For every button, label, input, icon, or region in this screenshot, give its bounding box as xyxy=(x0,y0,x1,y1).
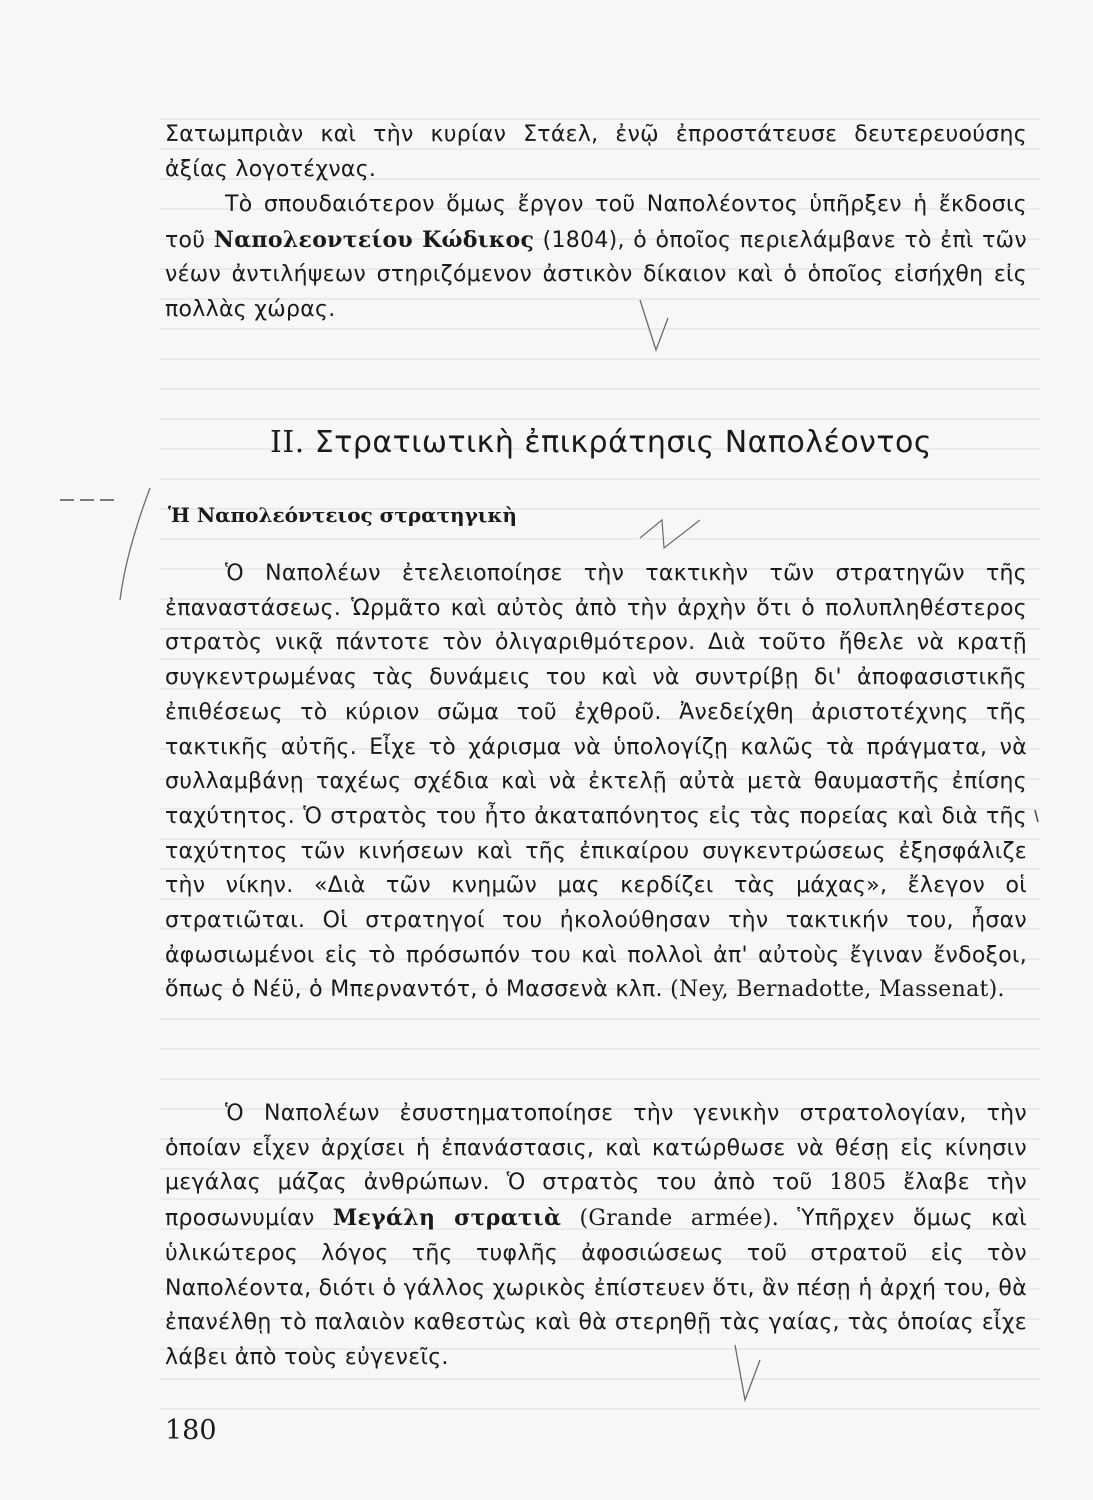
chapter-title: Στρατιωτικὴ ἐπικράτησις Ναπολέοντος xyxy=(314,425,932,460)
paragraph-tactics-text xyxy=(165,557,1027,1008)
code-text-end: (1804), ὁ ὁποῖος περιελάμβανε τὸ ἐπὶ τῶν νέων ἀντιλήψεων στηριζόμενον ἀστικὸν δίκαιον καὶ ὁ ὁποῖος εἰσήχθη εἰς πολλὰς χώρας. xyxy=(165,227,1027,323)
paragraph-intro xyxy=(165,118,1027,187)
army-year: 1805 xyxy=(829,1170,887,1196)
army-text-mid: ἔλαβε τὴν προσωνυμίαν xyxy=(165,1170,1027,1232)
pencil-margin-line xyxy=(120,488,150,600)
section-heading: Ἡ Ναπολεόντειος στρατηγικὴ xyxy=(168,503,517,527)
code-text-start: Τὸ σπουδαιότερον ὅμως ἔργον τοῦ Ναπολέοντος ὑπῆρξεν ἡ ἔκδοσις τοῦ xyxy=(165,192,1027,253)
paragraph-army-text xyxy=(165,1097,1027,1376)
tactics-latin-names: (Ney, Bernadotte, Massenat). xyxy=(670,977,1005,1003)
tactics-text: Ὁ Ναπολέων ἐτελειοποίησε τὴν τακτικὴν τῶν στρατηγῶν τῆς ἐπαναστάσεως. Ὡρμᾶτο καὶ αὐτὸς ἀπὸ τὴν ἀρχὴν ὅτι ὁ πολυπληθέστερος στρατὸς νικᾷ πάντοτε τὸν ὀλιγαριθμότερον. Διὰ τοῦτο ἤθελε νὰ κρατῇ συγκεντρωμένας τὰς δυνάμεις του καὶ νὰ συντρίβῃ δι' ἀποφασιστικῆς ἐπιθέσεως τὸ κύριον σῶμα τοῦ ἐχθροῦ. Ἀνεδείχθη ἀριστοτέχνης τῆς τακτικῆς αὐτῆς. Εἶχε τὸ χάρισμα νὰ ὑπολογίζῃ καλῶς τὰ πράγματα, νὰ συλλαμβάνῃ ταχέως σχέδια καὶ νὰ ἐκτελῇ αὐτὰ μετὰ θαυμαστῆς ἐπίσης ταχύτητος. Ὁ στρατὸς του ἦτο ἀκαταπόνητος εἰς τὰς πορείας καὶ διὰ τῆς ταχύτητος τῶν κινήσεων καὶ τῆς ἐπικαίρου συγκεντρώσεως ἐξησφάλιζε τὴν νίκην. «Διὰ τῶν κνημῶν μας κερδίζει τὰς μάχας», ἔλεγον οἱ στρατιῶται. Οἱ στρατηγοί του ἠκολούθησαν τὴν τακτικήν του, ἦσαν ἀφωσιωμένοι εἰς τὸ πρόσωπόν του καὶ πολλοὶ ἀπ' αὐτοὺς ἔγιναν ἔνδοξοι, ὅπως ὁ Νέϋ, ὁ Μπερναντότ, ὁ Μασσενὰ κλπ. xyxy=(165,561,1027,1003)
paragraph-napoleonic-code xyxy=(165,188,1027,328)
page-number: 180 xyxy=(165,1415,217,1446)
paragraph-tactics xyxy=(165,557,1027,1008)
army-latin-name: (Grande armée). xyxy=(561,1206,780,1232)
army-grande-armee-bold: Μεγάλη στρατιὰ xyxy=(332,1205,562,1232)
army-text-start: Ὁ Ναπολέων ἐσυστηματοποίησε τὴν γενικὴν στρατολογίαν, τὴν ὁποίαν εἶχεν ἀρχίσει ἡ ἐπανάστασις, καὶ κατώρθωσε νὰ θέσῃ εἰς κίνησιν μεγάλας μάζας ἀνθρώπων. Ὁ στρατὸς του ἀπὸ τοῦ xyxy=(165,1101,1027,1196)
code-title-bold: Ναπολεοντείου Κώδικος xyxy=(213,226,535,253)
chapter-number: II. xyxy=(270,425,305,460)
army-text-end: Ὑπῆρχεν ὅμως καὶ ὑλικώτερος λόγος τῆς τυφλῆς ἀφοσιώσεως τοῦ στρατοῦ εἰς τὸν Ναπολέοντα, διότι ὁ γάλλος χωρικὸς ἐπίστευεν ὅτι, ἂν πέσῃ ἡ ἀρχή του, θὰ ἐπανέλθῃ τὸ παλαιὸν καθεστὼς καὶ θὰ στερηθῇ τὰς γαίας, τὰς ὁποίας εἶχε λάβει ἀπὸ τοὺς εὐγενεῖς. xyxy=(165,1206,1027,1370)
paragraph-grande-armee xyxy=(165,1097,1027,1376)
paragraph-intro-text: Σατωμπριὰν καὶ τὴν κυρίαν Στάελ, ἐνῷ ἐπροστάτευσε δευτερευούσης ἀξίας λογοτέχνας. xyxy=(165,122,1027,182)
paragraph-code-text xyxy=(165,188,1027,328)
chapter-heading xyxy=(270,425,1030,460)
